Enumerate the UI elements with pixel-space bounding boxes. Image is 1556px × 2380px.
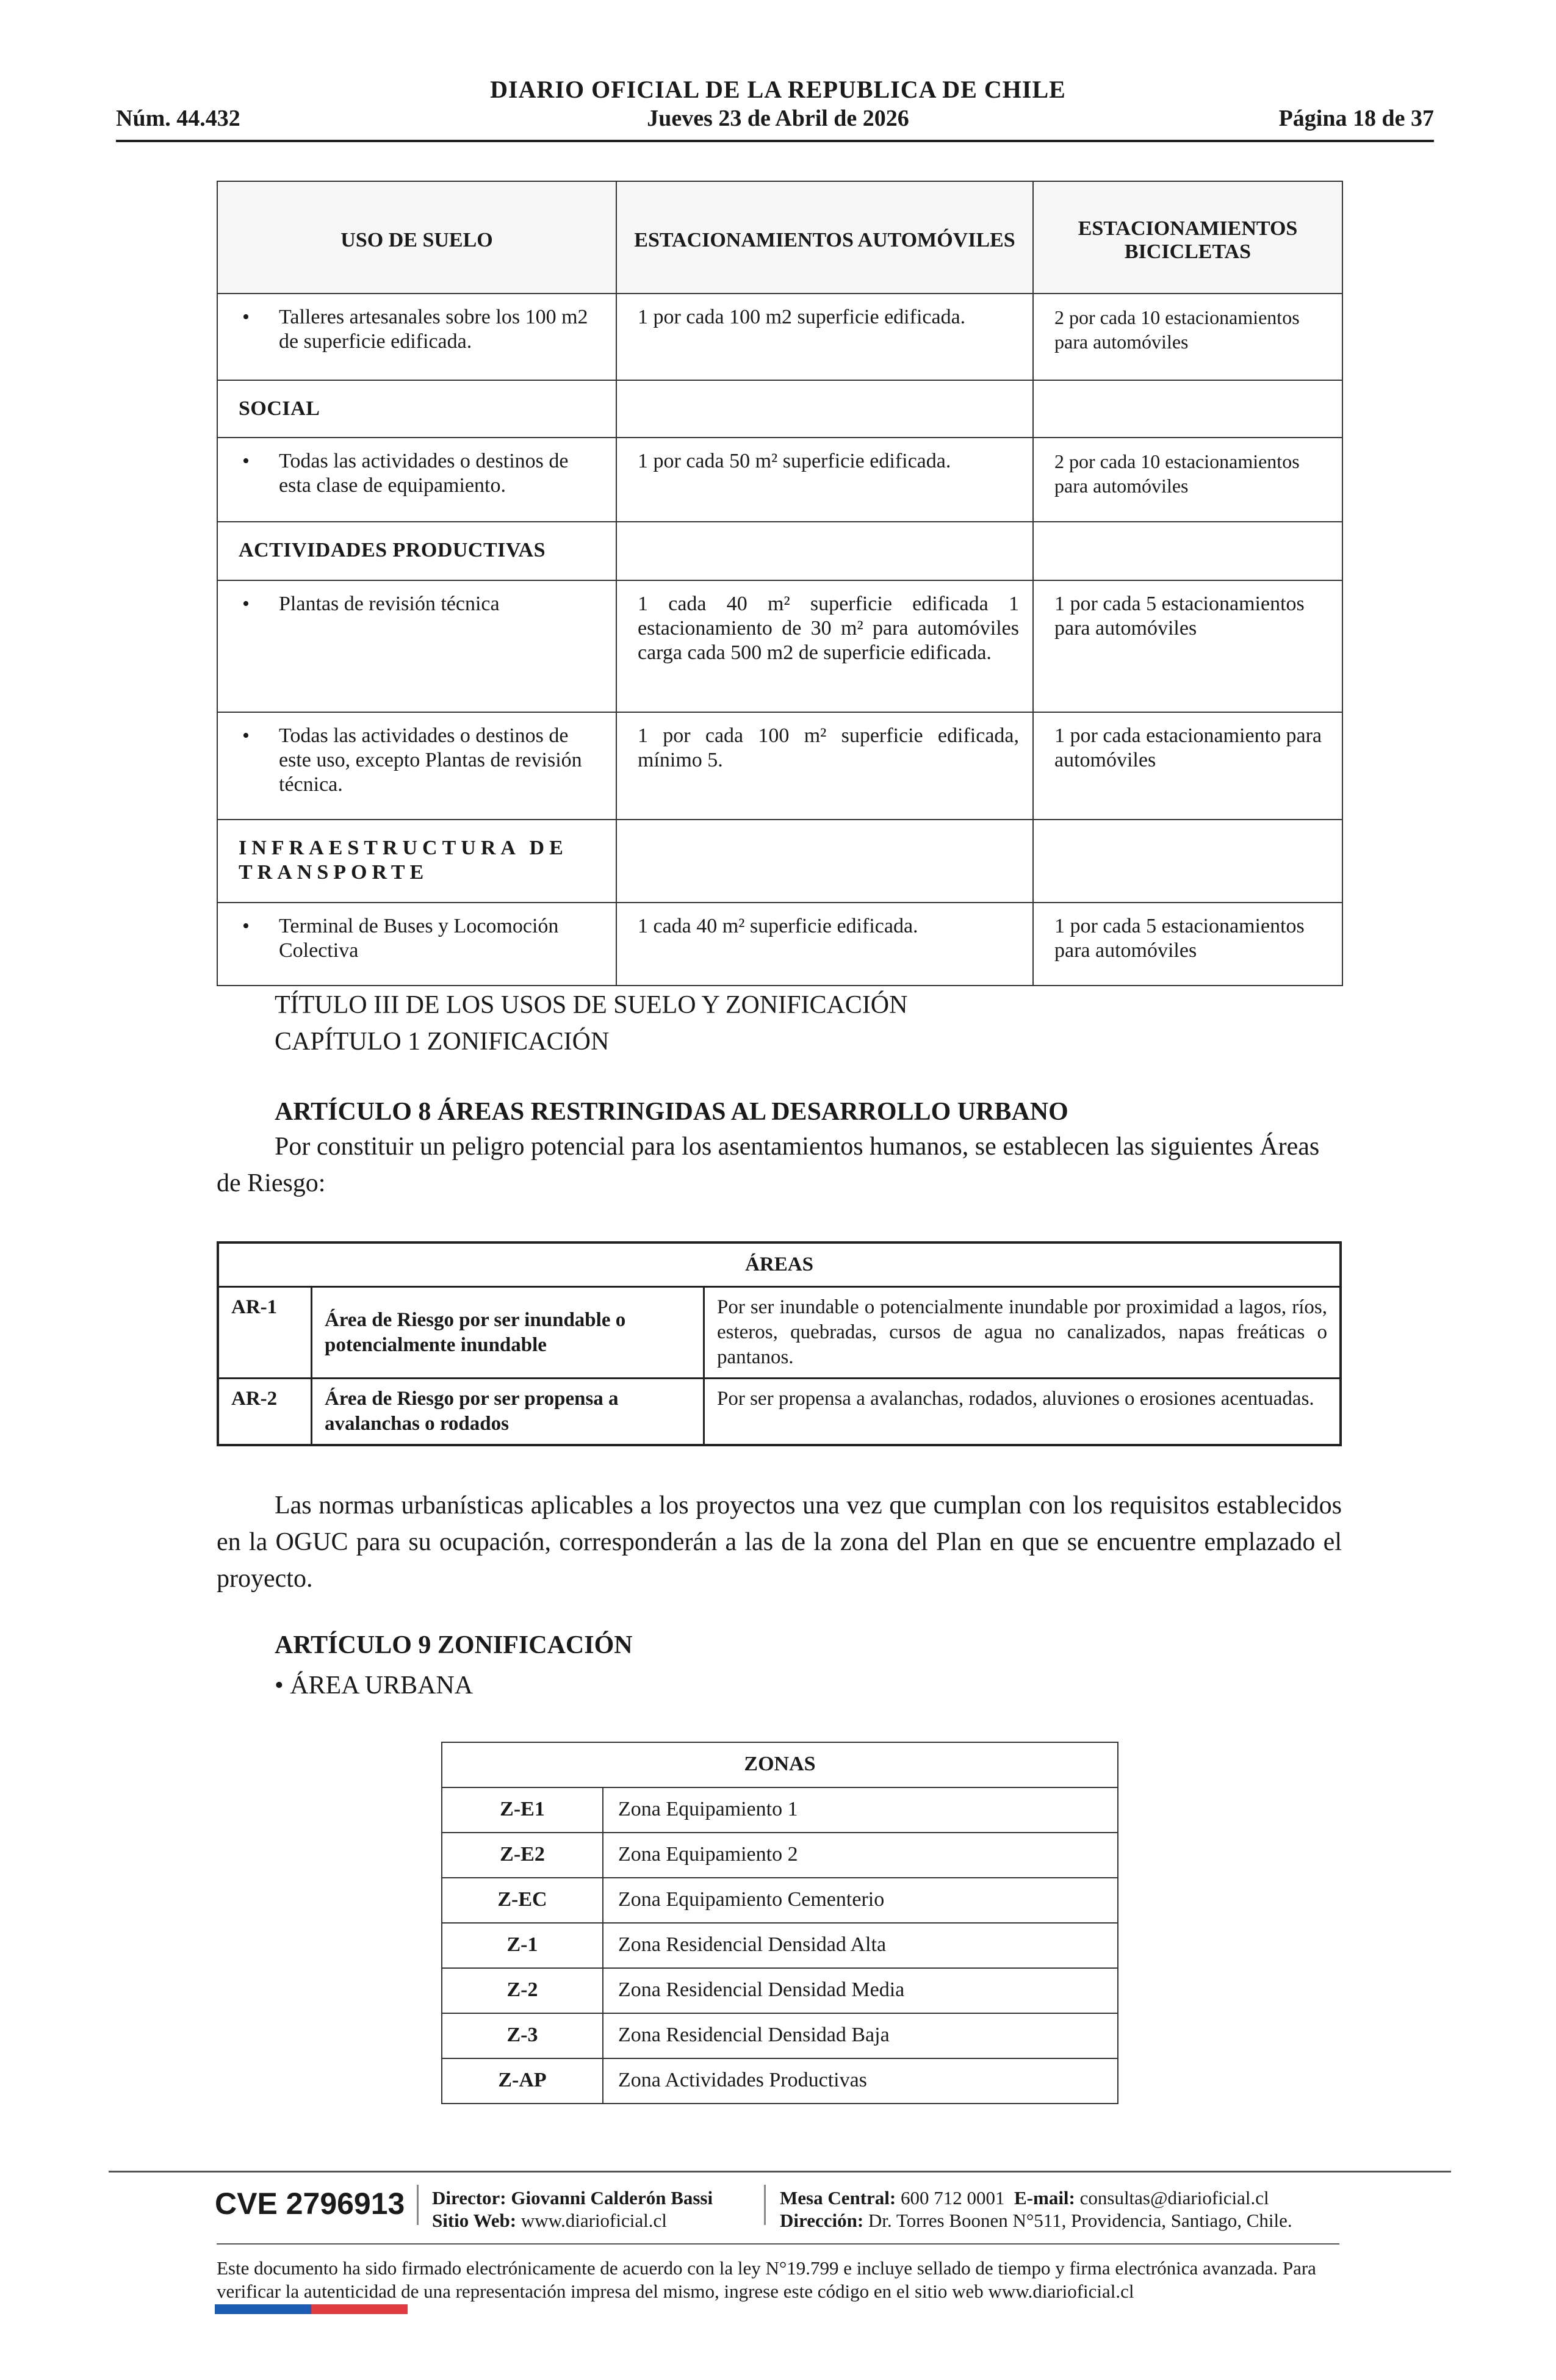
normas-paragraph: Las normas urbanísticas aplicables a los proyectos una vez que cumplan con los requisitos establecidos en la OGUC para su ocupación, corresponderán a las de la zona del Plan en que se encuentre emplazado el proyecto. bbox=[217, 1491, 1342, 1593]
category-label: SOCIAL bbox=[217, 380, 616, 438]
flag-bar-red bbox=[311, 2304, 408, 2314]
bike-parking-cell: 1 por cada estacionamiento para automóviles bbox=[1033, 712, 1342, 820]
email-link[interactable]: consultas@diarioficial.cl bbox=[1079, 2187, 1269, 2209]
issue-date: Jueves 23 de Abril de 2026 bbox=[647, 106, 909, 131]
zone-code: Z-2 bbox=[442, 1968, 603, 2013]
area-code: AR-2 bbox=[218, 1379, 312, 1446]
table-row bbox=[217, 580, 1342, 712]
flag-bar-blue bbox=[215, 2304, 311, 2314]
chapter-heading: CAPÍTULO 1 ZONIFICACIÓN bbox=[275, 1028, 610, 1056]
zone-name: Zona Residencial Densidad Baja bbox=[603, 2013, 1118, 2058]
table-row bbox=[442, 1968, 1118, 2013]
zone-name: Zona Residencial Densidad Media bbox=[603, 1968, 1118, 2013]
table-row bbox=[442, 1878, 1118, 1923]
header-divider bbox=[116, 140, 1434, 142]
address: Dr. Torres Boonen N°511, Providencia, Santiago, Chile. bbox=[868, 2210, 1292, 2231]
zone-code: Z-AP bbox=[442, 2058, 603, 2104]
table-row bbox=[442, 1833, 1118, 1878]
column-header: ZONAS bbox=[442, 1742, 1118, 1787]
table-header-row bbox=[217, 181, 1342, 294]
footer-separator bbox=[764, 2185, 766, 2225]
table-row bbox=[217, 294, 1342, 380]
land-use-cell: • Plantas de revisión técnica bbox=[217, 580, 616, 712]
car-parking-cell: 1 por cada 100 m2 superficie edificada. bbox=[616, 294, 1033, 380]
footer-director-block: Director: Giovanni Calderón Bassi Sitio Web: www.diarioficial.cl bbox=[432, 2187, 713, 2231]
zone-name: Zona Actividades Productivas bbox=[603, 2058, 1118, 2104]
zone-name: Zona Equipamiento Cementerio bbox=[603, 1878, 1118, 1923]
area-code: AR-1 bbox=[218, 1287, 312, 1379]
zones-table bbox=[441, 1742, 1118, 2104]
article-8-heading: ARTÍCULO 8 ÁREAS RESTRINGIDAS AL DESARROLLO URBANO bbox=[275, 1098, 1068, 1126]
table-row bbox=[442, 2058, 1118, 2104]
car-parking-cell: 1 por cada 50 m² superficie edificada. bbox=[616, 438, 1033, 522]
website-link[interactable]: www.diarioficial.cl bbox=[520, 2210, 667, 2231]
bike-parking-cell: 2 por cada 10 estacionamientos para automóviles bbox=[1033, 438, 1342, 522]
table-row bbox=[442, 2013, 1118, 2058]
article-8-intro: Por constituir un peligro potencial para los asentamientos humanos, se establecen las siguientes Áreas de Riesgo: bbox=[217, 1133, 1320, 1197]
phone-number: 600 712 0001 bbox=[901, 2187, 1005, 2209]
land-use-cell: • Terminal de Buses y Locomoción Colectiva bbox=[217, 903, 616, 986]
area-name: Área de Riesgo por ser propensa a avalanchas o rodados bbox=[312, 1379, 704, 1446]
zone-name: Zona Equipamiento 1 bbox=[603, 1787, 1118, 1833]
risk-areas-table bbox=[217, 1241, 1342, 1446]
table-row bbox=[217, 712, 1342, 820]
footer-separator bbox=[417, 2185, 419, 2225]
table-row bbox=[442, 1923, 1118, 1968]
footer-divider-2 bbox=[217, 2243, 1339, 2245]
table-header-row bbox=[442, 1742, 1118, 1787]
table-header-row bbox=[218, 1242, 1341, 1287]
zone-name: Zona Equipamiento 2 bbox=[603, 1833, 1118, 1878]
category-label: INFRAESTRUCTURA DE TRANSPORTE bbox=[217, 820, 616, 903]
parking-table bbox=[217, 181, 1343, 986]
table-row bbox=[218, 1379, 1341, 1446]
area-description: Por ser propensa a avalanchas, rodados, aluviones o erosiones acentuadas. bbox=[704, 1379, 1341, 1446]
category-label: ACTIVIDADES PRODUCTIVAS bbox=[217, 522, 616, 580]
column-header: USO DE SUELO bbox=[217, 181, 616, 294]
area-name: Área de Riesgo por ser inundable o potencialmente inundable bbox=[312, 1287, 704, 1379]
category-row bbox=[217, 380, 1342, 438]
urban-area-subheading: • ÁREA URBANA bbox=[275, 1671, 474, 1700]
director-name: Giovanni Calderón Bassi bbox=[511, 2187, 713, 2209]
bike-parking-cell: 1 por cada 5 estacionamientos para automóviles bbox=[1033, 903, 1342, 986]
zone-name: Zona Residencial Densidad Alta bbox=[603, 1923, 1118, 1968]
zone-code: Z-3 bbox=[442, 2013, 603, 2058]
category-row bbox=[217, 820, 1342, 903]
zone-code: Z-E2 bbox=[442, 1833, 603, 1878]
bike-parking-cell: 2 por cada 10 estacionamientos para automóviles bbox=[1033, 294, 1342, 380]
footer-divider bbox=[109, 2171, 1451, 2173]
land-use-cell: • Todas las actividades o destinos de este uso, excepto Plantas de revisión técnica. bbox=[217, 712, 616, 820]
issue-number: Núm. 44.432 bbox=[116, 106, 240, 131]
footer-contact-block: Mesa Central: 600 712 0001 E-mail: consultas@diarioficial.cl Dirección: Dr. Torres Boonen N°511, Providencia, Santiago, Chile. bbox=[780, 2187, 1292, 2231]
table-row bbox=[217, 438, 1342, 522]
zone-code: Z-E1 bbox=[442, 1787, 603, 1833]
area-description: Por ser inundable o potencialmente inundable por proximidad a lagos, ríos, esteros, quebradas, cursos de agua no canalizados, napas freáticas o pantanos. bbox=[704, 1287, 1341, 1379]
land-use-cell: • Todas las actividades o destinos de esta clase de equipamiento. bbox=[217, 438, 616, 522]
land-use-cell: • Talleres artesanales sobre los 100 m2 de superficie edificada. bbox=[217, 294, 616, 380]
cve-code: CVE 2796913 bbox=[215, 2187, 405, 2221]
bike-parking-cell: 1 por cada 5 estacionamientos para automóviles bbox=[1033, 580, 1342, 712]
column-header: ÁREAS bbox=[218, 1242, 1341, 1287]
zone-code: Z-1 bbox=[442, 1923, 603, 1968]
car-parking-cell: 1 cada 40 m² superficie edificada. bbox=[616, 903, 1033, 986]
legal-notice: Este documento ha sido firmado electrónicamente de acuerdo con la ley N°19.799 e incluye sellado de tiempo y firma electrónica avanzada. Para verificar la autenticidad de una representación impresa del mismo, ingrese este código en el sitio web www.diarioficial.cl bbox=[217, 2257, 1316, 2302]
car-parking-cell: 1 por cada 100 m² superficie edificada, mínimo 5. bbox=[616, 712, 1033, 820]
category-row bbox=[217, 522, 1342, 580]
title-heading: TÍTULO III DE LOS USOS DE SUELO Y ZONIFICACIÓN bbox=[275, 991, 908, 1019]
column-header: ESTACIONAMIENTOS AUTOMÓVILES bbox=[616, 181, 1033, 294]
table-row bbox=[218, 1287, 1341, 1379]
page-indicator: Página 18 de 37 bbox=[1278, 106, 1434, 131]
zone-code: Z-EC bbox=[442, 1878, 603, 1923]
car-parking-cell: 1 cada 40 m² superficie edificada 1 estacionamiento de 30 m² para automóviles carga cada 500 m2 de superficie edificada. bbox=[616, 580, 1033, 712]
newspaper-title: DIARIO OFICIAL DE LA REPUBLICA DE CHILE bbox=[490, 76, 1066, 103]
table-row bbox=[217, 903, 1342, 986]
column-header: ESTACIONAMIENTOS BICICLETAS bbox=[1033, 181, 1342, 294]
article-9-heading: ARTÍCULO 9 ZONIFICACIÓN bbox=[275, 1631, 633, 1659]
table-row bbox=[442, 1787, 1118, 1833]
